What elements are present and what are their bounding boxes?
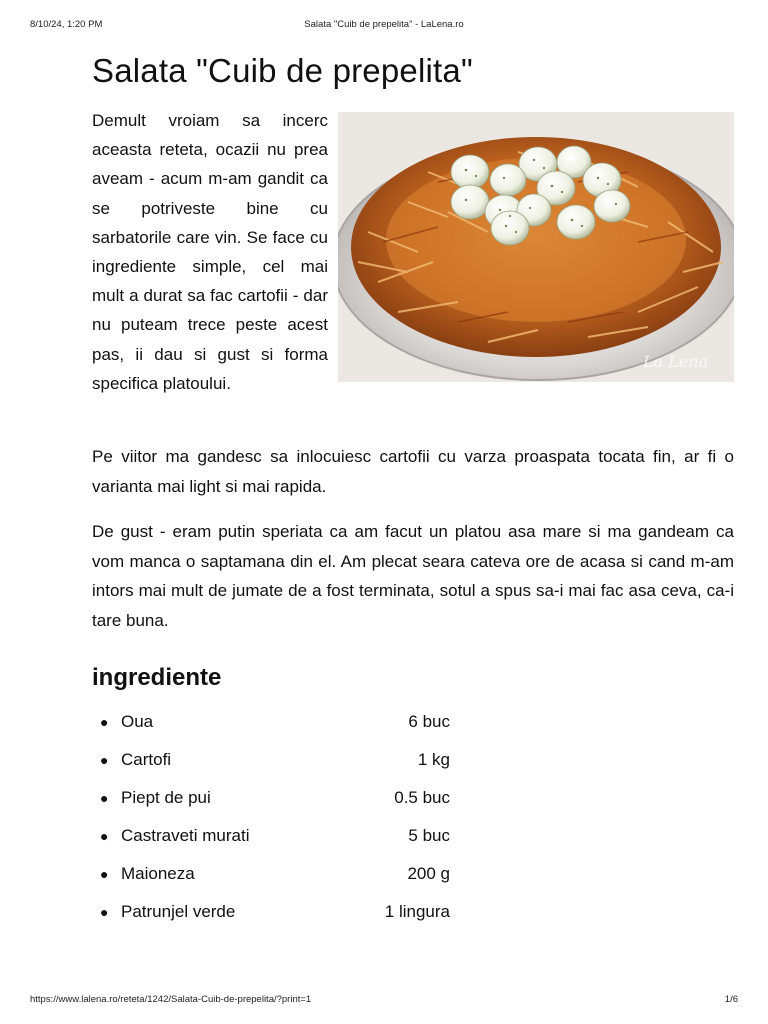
- print-footer: [30, 994, 738, 1008]
- recipe-intro: Demult vroiam sa incerc aceasta reteta, ocazii nu prea aveam - acum m-am gandit ca se potriveste bine cu sarbatorile care vin. Se face cu ingrediente simple, cel mai mult a durat sa fac cartofii - dar nu puteam trece peste acest pas, ii dau si gust si forma specifica platoului.: [92, 111, 328, 393]
- ingredient-item: [100, 708, 450, 746]
- quail-nest-salad-image: [338, 112, 734, 382]
- bullet-icon: ●: [100, 828, 109, 844]
- print-header: [30, 19, 738, 33]
- ingredient-item: [100, 822, 450, 860]
- bullet-icon: ●: [100, 790, 109, 806]
- ingredient-quantity: 200 g: [407, 864, 450, 883]
- ingredient-name: Piept de pui: [121, 788, 211, 807]
- ingredient-name: Oua: [121, 712, 154, 731]
- ingredient-quantity: 0.5 buc: [394, 788, 450, 807]
- photo-watermark: La Lena: [643, 352, 709, 371]
- page-number: 1/6: [724, 994, 738, 1005]
- bullet-icon: ●: [100, 866, 109, 882]
- ingredient-quantity: 5 buc: [408, 826, 450, 845]
- ingredient-name: Cartofi: [121, 750, 172, 769]
- ingredients-list: [100, 708, 450, 936]
- bullet-icon: ●: [100, 904, 109, 920]
- ingredient-name: Maioneza: [121, 864, 195, 883]
- ingredient-item: [100, 746, 450, 784]
- ingredient-item: [100, 860, 450, 898]
- ingredient-quantity: 1 lingura: [384, 902, 450, 921]
- recipe-photo: [338, 112, 734, 382]
- ingredient-name: Patrunjel verde: [121, 902, 236, 921]
- ingredient-item: [100, 898, 450, 936]
- print-datetime: 8/10/24, 1:20 PM: [30, 19, 103, 30]
- ingredient-item: [100, 784, 450, 822]
- ingredients-heading: ingrediente: [92, 664, 222, 691]
- print-url[interactable]: https://www.lalena.ro/reteta/1242/Salata-Cuib-de-prepelita/?print=1: [30, 994, 312, 1005]
- recipe-paragraph: De gust - eram putin speriata ca am facut un platou asa mare si ma gandeam ca vom manca o saptamana din el. Am plecat seara cateva ore de acasa si cand m-am intors mai mult de jumate de a fost terminata, sotul a spus sa-i mai fac asa ceva, ca-i tare buna.: [92, 522, 734, 630]
- print-page-title: Salata "Cuib de prepelita" - LaLena.ro: [304, 19, 464, 30]
- ingredient-name: Castraveti murati: [121, 826, 250, 845]
- recipe-title: Salata "Cuib de prepelita": [92, 52, 473, 89]
- bullet-icon: ●: [100, 714, 109, 730]
- ingredient-quantity: 6 buc: [408, 712, 450, 731]
- ingredient-quantity: 1 kg: [417, 750, 450, 769]
- bullet-icon: ●: [100, 752, 109, 768]
- recipe-paragraph: Pe viitor ma gandesc sa inlocuiesc cartofii cu varza proaspata tocata fin, ar fi o varianta mai light si mai rapida.: [92, 447, 734, 496]
